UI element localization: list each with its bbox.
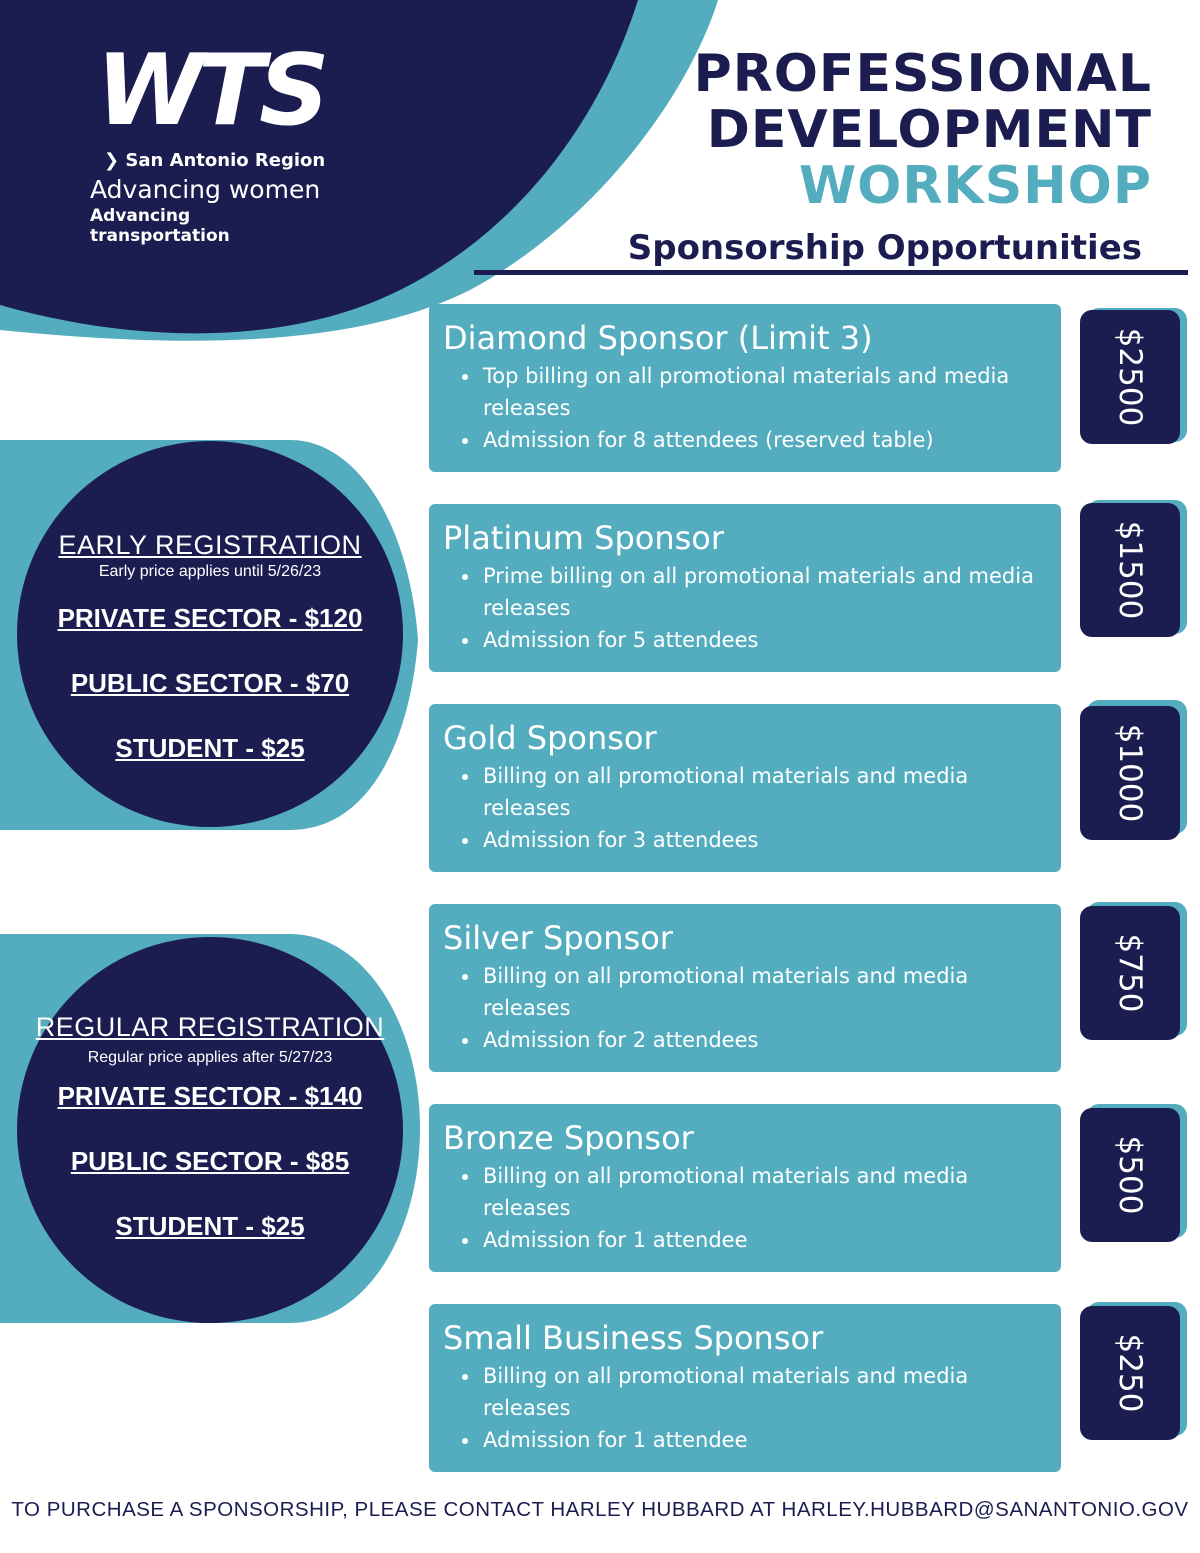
logo-tagline-2: Advancing transportation — [90, 206, 230, 246]
sponsor-benefits — [443, 1360, 1047, 1456]
logo-region — [104, 150, 330, 171]
sponsor-benefit: • Admission for 2 attendees — [481, 1024, 1047, 1056]
sponsor-card-diamond — [429, 304, 1061, 472]
sponsor-title: Diamond Sponsor (Limit 3) — [443, 319, 873, 357]
sponsor-title: Bronze Sponsor — [443, 1119, 694, 1157]
page-subtitle: Sponsorship Opportunities — [627, 228, 1142, 268]
sponsor-benefit: • Admission for 8 attendees (reserved table) — [481, 424, 1047, 456]
footer-contact: TO PURCHASE A SPONSORSHIP, PLEASE CONTACT HARLEY HUBBARD AT HARLEY.HUBBARD@SANANTONIO.GOV — [11, 1498, 1189, 1521]
sponsor-card-bronze — [429, 1104, 1061, 1272]
title-line-2: DEVELOPMENT — [706, 100, 1152, 160]
sponsor-benefits — [443, 760, 1047, 856]
regular-registration-title: REGULAR REGISTRATION — [35, 1012, 385, 1042]
sponsor-benefits — [443, 960, 1047, 1056]
logo-region-text: San Antonio Region — [125, 150, 326, 171]
sponsor-benefits — [443, 560, 1047, 656]
title-line-3: WORKSHOP — [798, 156, 1152, 216]
sponsor-title: Gold Sponsor — [443, 719, 657, 757]
price-tab-platinum — [1080, 503, 1180, 637]
sponsor-price: $1500 — [1112, 520, 1148, 620]
sponsor-price: $2500 — [1112, 327, 1148, 427]
chevron-right-icon: ❯ — [104, 150, 120, 171]
sponsor-price: $750 — [1112, 933, 1148, 1013]
price-tab-silver — [1080, 906, 1180, 1040]
sponsor-benefit: • Billing on all promotional materials and media releases — [481, 1360, 1047, 1424]
sponsor-benefit: • Admission for 1 attendee — [481, 1424, 1047, 1456]
sponsor-benefits — [443, 360, 1047, 456]
sponsor-card-gold — [429, 704, 1061, 872]
sponsor-title: Platinum Sponsor — [443, 519, 725, 557]
regular-price-private: PRIVATE SECTOR - $140 — [57, 1081, 363, 1111]
sponsor-benefit: • Top billing on all promotional materials and media releases — [481, 360, 1047, 424]
sponsor-benefit: • Billing on all promotional materials and media releases — [481, 760, 1047, 824]
sponsor-benefit: • Admission for 5 attendees — [481, 624, 1047, 656]
sponsor-benefit: • Admission for 1 attendee — [481, 1224, 1047, 1256]
sponsor-benefits — [443, 1160, 1047, 1256]
page-title — [694, 46, 1152, 214]
sponsor-price: $1000 — [1112, 723, 1148, 823]
sponsor-card-platinum — [429, 504, 1061, 672]
price-tab-diamond — [1080, 310, 1180, 444]
early-registration-title: EARLY REGISTRATION — [58, 530, 362, 560]
regular-registration-note: Regular price applies after 5/27/23 — [87, 1049, 333, 1066]
sponsor-card-small-business — [429, 1304, 1061, 1472]
sponsor-title: Small Business Sponsor — [443, 1319, 824, 1357]
early-price-public: PUBLIC SECTOR - $70 — [70, 668, 350, 698]
sponsor-title: Silver Sponsor — [443, 919, 673, 957]
regular-price-student: STUDENT - $25 — [115, 1211, 305, 1241]
sponsor-price: $250 — [1112, 1333, 1148, 1413]
logo-tagline-1: Advancing women — [90, 175, 321, 204]
price-tab-small-business — [1080, 1306, 1180, 1440]
wts-logo — [90, 36, 330, 246]
title-line-1: PROFESSIONAL — [693, 44, 1152, 104]
sponsor-benefit: • Billing on all promotional materials and media releases — [481, 1160, 1047, 1224]
sponsor-benefit: • Prime billing on all promotional materials and media releases — [481, 560, 1047, 624]
logo-mark: WTS — [96, 34, 324, 148]
early-price-private: PRIVATE SECTOR - $120 — [57, 603, 363, 633]
price-tab-gold — [1080, 706, 1180, 840]
sponsor-price: $500 — [1112, 1135, 1148, 1215]
subtitle-divider — [474, 270, 1188, 275]
early-registration-note: Early price applies until 5/26/23 — [98, 563, 322, 580]
early-price-student: STUDENT - $25 — [115, 733, 305, 763]
sponsor-benefit: • Admission for 3 attendees — [481, 824, 1047, 856]
sponsor-card-silver — [429, 904, 1061, 1072]
early-registration — [30, 530, 390, 764]
sponsor-benefit: • Billing on all promotional materials and media releases — [481, 960, 1047, 1024]
regular-registration — [30, 1012, 390, 1242]
regular-price-public: PUBLIC SECTOR - $85 — [70, 1146, 350, 1176]
price-tab-bronze — [1080, 1108, 1180, 1242]
